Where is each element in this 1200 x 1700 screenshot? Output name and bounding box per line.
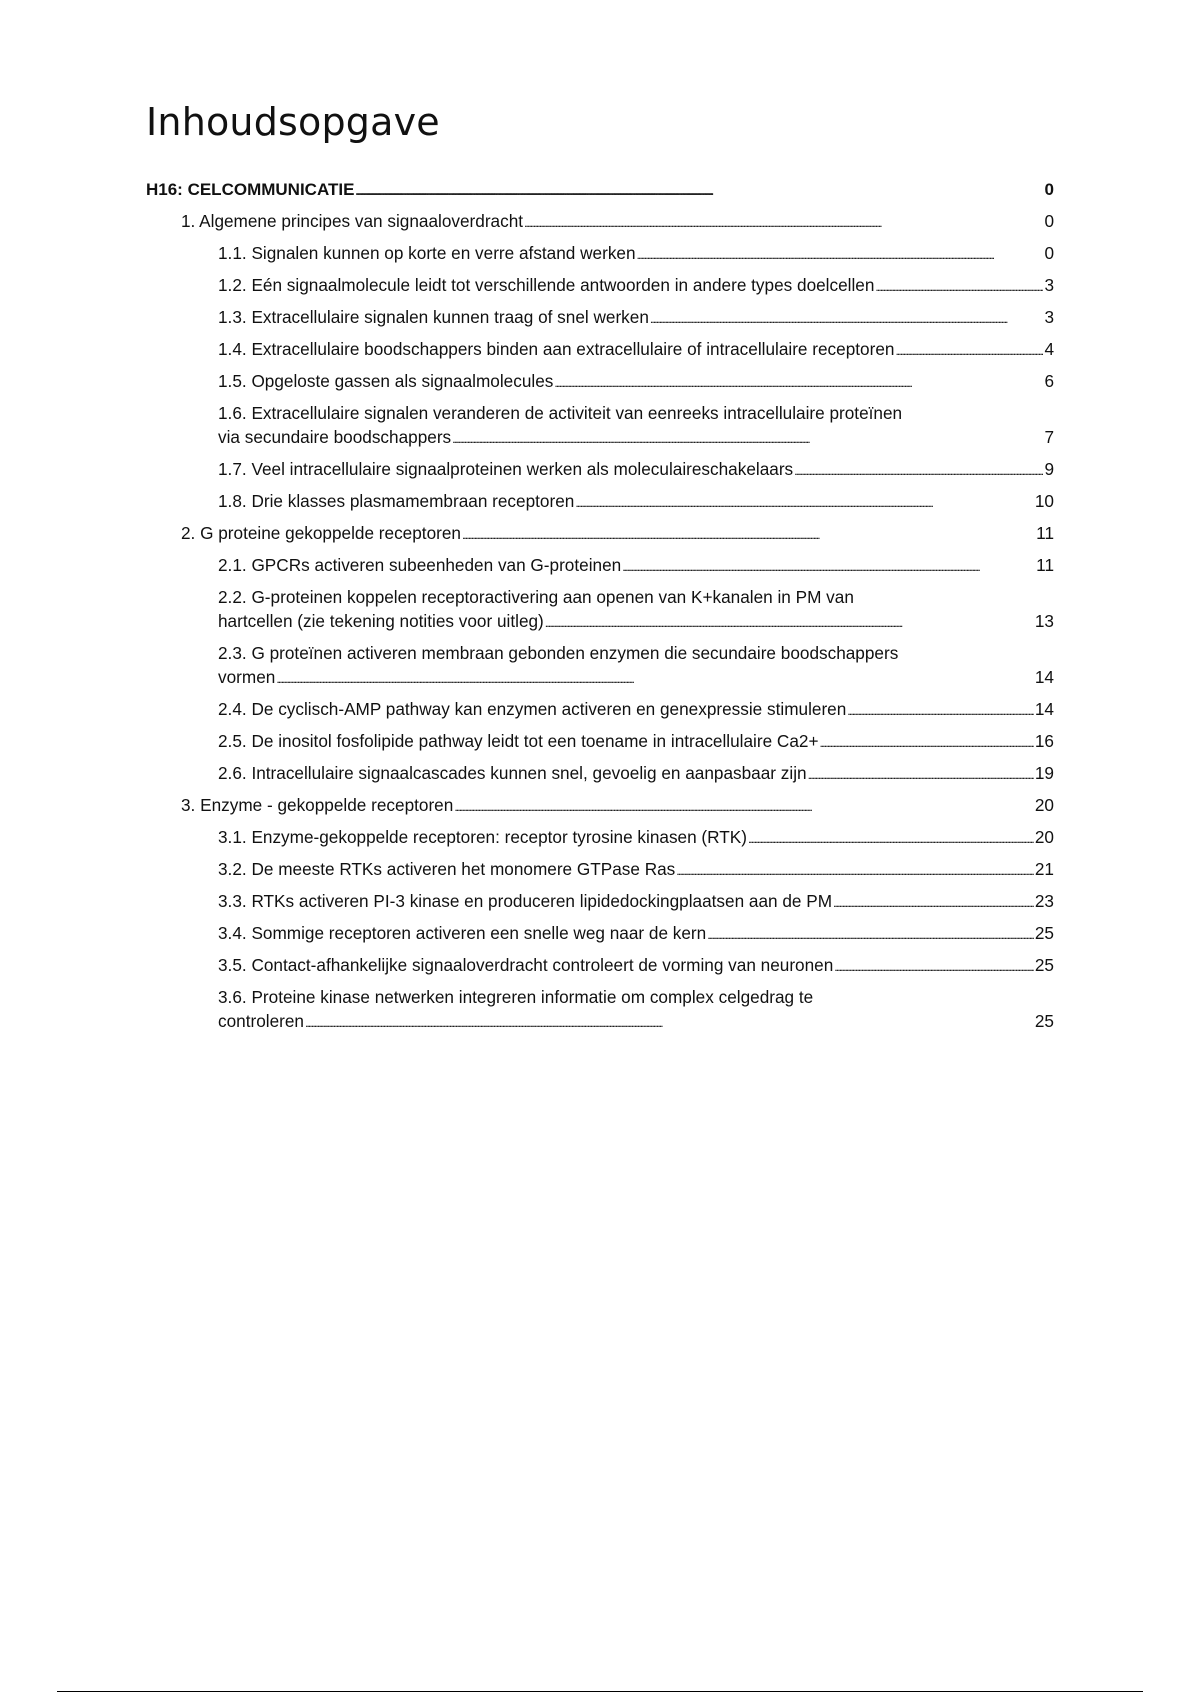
toc-entry-row [218,857,1054,883]
toc-page-number: 16 [1034,731,1054,751]
toc-entry[interactable] [146,369,1054,395]
toc-entry-row [218,609,1054,635]
dot-leader [847,697,1034,723]
toc-entry[interactable] [146,761,1054,787]
toc-entry-text: 3.3. RTKs activeren PI-3 kinase en produceren lipidedockingplaatsen aan de PM [218,891,833,911]
dot-leader [820,729,1034,755]
toc-entry-row [218,729,1054,755]
toc-entry-text: 1.1. Signalen kunnen op korte en verre afstand werken [218,243,636,263]
toc-entry-text-line: 2.3. G proteïnen activeren membraan gebonden enzymen die secundaire boodschappers [218,643,899,663]
toc-entry-row [181,793,1054,819]
toc-page-number: 20 [1034,827,1054,847]
toc-entry-text-line: 3.6. Proteine kinase netwerken integreren informatie om complex celgedrag te [218,987,814,1007]
toc-page-number: 10 [1034,491,1054,511]
toc-entry-text: via secundaire boodschappers [218,427,452,447]
toc-entry-text: 2.5. De inositol fosfolipide pathway leidt tot een toename in intracellulaire Ca2+ [218,731,819,751]
toc-entry-row [218,825,1054,851]
toc-entry-row [218,953,1054,979]
toc-entry-text: controleren [218,1011,304,1031]
dot-leader [305,1009,1034,1035]
toc-entry-row [218,1009,1054,1035]
toc-page-number: 14 [1034,667,1054,687]
toc-entry-text: hartcellen (zie tekening notities voor uitleg) [218,611,544,631]
toc-entry[interactable] [146,401,1054,451]
toc-entry[interactable] [146,521,1054,547]
toc-entry-text: 3. Enzyme - gekoppelde receptoren [181,795,454,815]
toc-entry[interactable] [146,241,1054,267]
dot-leader [276,665,1034,691]
toc-entry[interactable] [146,641,1054,691]
dot-leader [748,825,1034,851]
dot-leader [637,241,1044,267]
toc-entry[interactable] [146,953,1054,979]
toc-entry-text: 1.3. Extracellulaire signalen kunnen traag of snel werken [218,307,649,327]
toc-entry-text: 2.6. Intracellulaire signaalcascades kunnen snel, gevoelig en aanpasbaar zijn [218,763,807,783]
toc-entry[interactable] [146,209,1054,235]
toc-entry-text: vormen [218,667,276,687]
toc-entry-text: 1.8. Drie klasses plasmamembraan receptoren [218,491,575,511]
dot-leader [452,425,1043,451]
toc-page-number: 21 [1034,859,1054,879]
toc-entry-text: 2. G proteine gekoppelde receptoren [181,523,461,543]
toc-page-number: 11 [1036,523,1054,543]
dot-leader [622,553,1035,579]
toc-entry[interactable] [146,489,1054,515]
toc-entry[interactable] [146,273,1054,299]
toc-entry[interactable] [146,178,1054,203]
dot-leader [676,857,1034,883]
toc-entry-text-line: 2.2. G-proteinen koppelen receptoractivering aan openen van K+kanalen in PM van [218,587,854,607]
toc-entry-text: 3.4. Sommige receptoren activeren een snelle weg naar de kern [218,923,707,943]
toc-page-number: 3 [1044,307,1054,327]
toc-entry[interactable] [146,585,1054,635]
toc-entry[interactable] [146,793,1054,819]
toc-entry-row [218,273,1054,299]
toc-entry-row [218,457,1054,483]
toc-page-number: 13 [1034,611,1054,631]
dot-leader [707,921,1034,947]
toc-page-number: 20 [1034,795,1054,815]
toc-page-number: 25 [1034,923,1054,943]
toc-entry[interactable] [146,889,1054,915]
toc-entry-row [218,921,1054,947]
dot-leader [833,889,1034,915]
dot-leader [650,305,1044,331]
table-of-contents [146,178,1054,1035]
toc-page-number: 3 [1044,275,1054,295]
toc-entry-row [181,521,1054,547]
toc-page-number: 19 [1034,763,1054,783]
toc-entry-row [218,761,1054,787]
toc-entry-text-line: 1.6. Extracellulaire signalen veranderen de activiteit van eenreeks intracellulaire proteïnen [218,403,903,423]
toc-page-number: 0 [1044,180,1054,199]
dot-leader [524,209,1043,235]
dot-leader [545,609,1034,635]
document-page [146,100,1054,1041]
toc-page-number: 7 [1044,427,1054,447]
toc-page-number: 6 [1044,371,1054,391]
toc-entry-row [218,369,1054,395]
toc-page-number: 25 [1034,955,1054,975]
toc-entry-text: 3.1. Enzyme-gekoppelde receptoren: receptor tyrosine kinasen (RTK) [218,827,747,847]
dot-leader [875,273,1043,299]
toc-entry[interactable] [146,985,1054,1035]
toc-page-number: 0 [1044,243,1054,263]
dot-leader [554,369,1043,395]
toc-entry-row [218,489,1054,515]
toc-entry-row [218,337,1054,363]
footer-divider [57,1691,1143,1692]
page-title: Inhoudsopgave [146,100,440,144]
toc-entry[interactable] [146,305,1054,331]
toc-entry[interactable] [146,921,1054,947]
toc-page-number: 0 [1044,211,1054,231]
toc-page-number: 23 [1034,891,1054,911]
toc-entry-text: 3.2. De meeste RTKs activeren het monomere GTPase Ras [218,859,676,879]
toc-entry-row [218,305,1054,331]
toc-entry[interactable] [146,553,1054,579]
toc-page-number: 11 [1036,555,1054,575]
toc-entry-row [218,697,1054,723]
toc-entry-row [218,889,1054,915]
toc-page-number: 25 [1034,1011,1054,1031]
toc-entry[interactable] [146,825,1054,851]
toc-entry[interactable] [146,697,1054,723]
dot-leader [895,337,1043,363]
toc-entry[interactable] [146,457,1054,483]
toc-entry-text: 1.2. Eén signaalmolecule leidt tot verschillende antwoorden in andere types doelcellen [218,275,875,295]
toc-entry-text: 1.4. Extracellulaire boodschappers binden aan extracellulaire of intracellulaire receptoren [218,339,895,359]
toc-entry-text: 2.4. De cyclisch-AMP pathway kan enzymen activeren en genexpressie stimuleren [218,699,847,719]
toc-entry-text: H16: CELCOMMUNICATIE [146,180,355,199]
toc-entry[interactable] [146,337,1054,363]
dot-leader [355,178,1043,203]
toc-entry-row [218,241,1054,267]
toc-entry-row [218,425,1054,451]
toc-entry-text: 2.1. GPCRs activeren subeenheden van G-proteinen [218,555,622,575]
toc-entry-row [218,665,1054,691]
dot-leader [808,761,1034,787]
toc-page-number: 9 [1044,459,1054,479]
toc-entry-text: 1.7. Veel intracellulaire signaalproteinen werken als moleculaireschakelaars [218,459,794,479]
toc-entry-row [146,178,1054,203]
dot-leader [834,953,1034,979]
dot-leader [575,489,1034,515]
dot-leader [454,793,1034,819]
toc-entry[interactable] [146,857,1054,883]
toc-entry-row [218,553,1054,579]
toc-entry[interactable] [146,729,1054,755]
dot-leader [794,457,1043,483]
toc-entry-row [181,209,1054,235]
toc-entry-text: 1. Algemene principes van signaaloverdracht [181,211,524,231]
dot-leader [462,521,1035,547]
toc-page-number: 14 [1034,699,1054,719]
toc-entry-text: 3.5. Contact-afhankelijke signaaloverdracht controleert de vorming van neuronen [218,955,834,975]
toc-entry-text: 1.5. Opgeloste gassen als signaalmolecules [218,371,554,391]
toc-page-number: 4 [1044,339,1054,359]
